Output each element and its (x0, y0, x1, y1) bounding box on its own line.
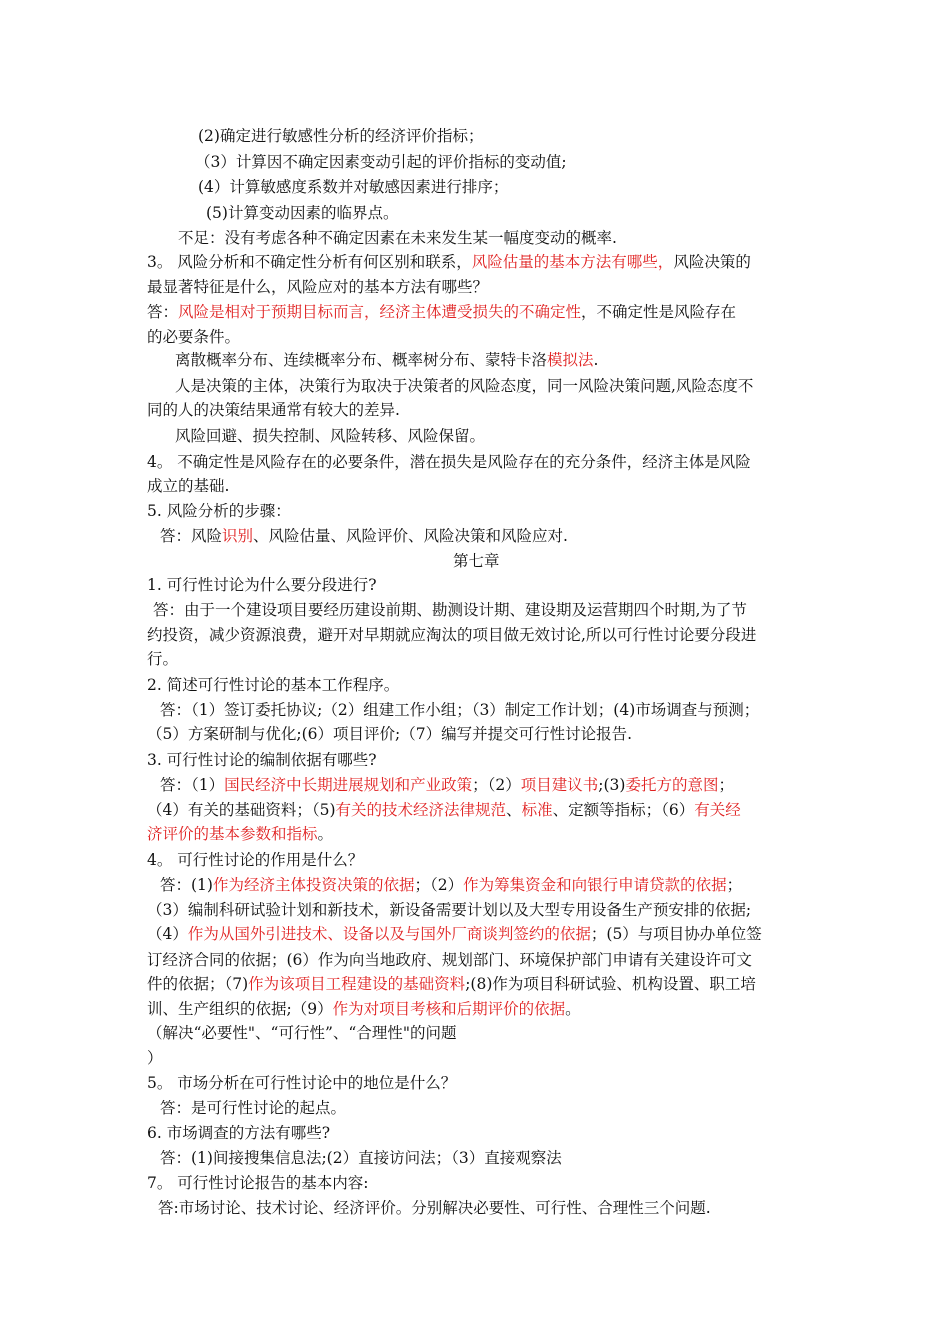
text-line (160, 700, 759, 720)
text-segment: 答：由于一个建设项目要经历建设前期、勘测设计期、建设期及运营期四个时期,为了节 (153, 601, 747, 619)
text-segment: 的必要条件。 (147, 328, 241, 346)
text-segment: 行。 (147, 650, 179, 668)
text-segment: 答： (147, 303, 179, 321)
text-segment: 答：风险 (160, 527, 223, 545)
text-line (147, 1123, 330, 1143)
highlighted-text: 有关经 (694, 801, 741, 819)
text-segment: 4。 可行性讨论的作用是什么？ (147, 851, 364, 869)
text-segment: 6. 市场调查的方法有哪些? (147, 1124, 331, 1142)
text-segment: 离散概率分布、连续概率分布、概率树分布、蒙特卡洛 (175, 351, 548, 369)
text-line (147, 302, 736, 322)
text-line (147, 824, 333, 844)
text-line (160, 1098, 346, 1118)
text-segment: （解决“必要性"、“可行性”、“合理性"的问题 (147, 1024, 457, 1042)
text-line (147, 1048, 163, 1068)
text-line (147, 252, 751, 272)
text-segment: 订经济合同的依据；(6）作为向当地政府、规划部门、环境保护部门申请有关建设许可文 (147, 951, 752, 969)
text-line (160, 875, 742, 895)
text-segment: 答：(1) (160, 876, 213, 894)
text-segment: . (593, 351, 599, 369)
highlighted-text: 风险估量的基本方法有哪些， (471, 253, 674, 271)
text-segment: 最显著特征是什么，风险应对的基本方法有哪些？ (147, 278, 489, 296)
text-line (147, 675, 399, 695)
text-segment: ） (147, 1049, 163, 1067)
text-segment: 。 (565, 1000, 581, 1018)
text-segment: ；(5）与项目协办单位签 (590, 925, 762, 943)
text-segment: （5）方案研制与优化;(6）项目评价;（7）编写并提交可行性讨论报告. (147, 725, 633, 743)
text-line (147, 501, 291, 521)
text-segment: ，不确定性是风险存在 (581, 303, 737, 321)
text-segment: 7。 可行性讨论报告的基本内容: (147, 1174, 369, 1192)
text-segment: 2. 简述可行性讨论的基本工作程序。 (147, 676, 400, 694)
text-line (147, 999, 581, 1019)
text-line (206, 203, 398, 223)
text-segment: ;(3) (598, 776, 626, 794)
text-segment: 第七章 (453, 552, 500, 570)
highlighted-text: 识别 (222, 527, 254, 545)
text-segment: ；（2） (414, 876, 464, 894)
highlighted-text: 济评价的基本参数和指标 (147, 825, 318, 843)
text-segment: 5. 风险分析的步骤： (147, 502, 291, 520)
text-segment: 答：(1)间接搜集信息法;(2）直接访问法；（3）直接观察法 (160, 1149, 562, 1167)
text-line (175, 350, 598, 370)
text-segment: （3）计算因不确定因素变动引起的评价指标的变动值; (195, 153, 567, 171)
highlighted-text: 模拟法 (547, 351, 594, 369)
text-segment: 1. 可行性讨论为什么要分段进行? (147, 576, 377, 594)
text-segment: 件的依据；（7) (147, 975, 249, 993)
highlighted-text: 委托方的意图 (625, 776, 719, 794)
text-segment: 约投资，减少资源浪费，避开对早期就应淘汰的项目做无效讨论,所以可行性讨论要分段进 (147, 626, 757, 644)
text-line (147, 950, 752, 970)
text-line (147, 400, 400, 420)
text-line (147, 1173, 369, 1193)
text-line (160, 775, 734, 795)
text-segment: 答：（1） (160, 776, 225, 794)
highlighted-text: 作为该项目工程建设的基础资料 (248, 975, 466, 993)
text-segment: (4）计算敏感度系数并对敏感因素进行排序； (198, 178, 509, 196)
text-line (198, 126, 483, 146)
text-segment: 人是决策的主体，决策行为取决于决策者的风险态度，同一风险决策问题,风险态度不 (175, 377, 754, 395)
highlighted-text: 有关的技术经济法律规范 (335, 801, 507, 819)
text-line (147, 452, 751, 472)
text-line (453, 551, 500, 571)
text-segment: 3。 风险分析和不确定性分析有何区别和联系， (147, 253, 472, 271)
text-line (147, 750, 377, 770)
highlighted-text: 国民经济中长期进展规划和产业政策 (224, 776, 473, 794)
text-line (195, 152, 567, 172)
text-line (178, 228, 617, 248)
text-segment: （4）有关的基础资料；（5) (147, 801, 336, 819)
text-line (147, 800, 741, 820)
text-line (147, 575, 377, 595)
text-segment: 同的人的决策结果通常有较大的差异. (147, 401, 400, 419)
text-line (147, 850, 363, 870)
text-segment: (5)计算变动因素的临界点。 (206, 204, 399, 222)
text-line (147, 974, 756, 994)
text-line (147, 476, 229, 496)
text-line (147, 649, 178, 669)
text-line (175, 376, 753, 396)
text-segment: 4。 不确定性是风险存在的必要条件，潜在损失是风险存在的充分条件，经济主体是风险 (147, 453, 751, 471)
text-line (198, 177, 508, 197)
text-segment: ； (718, 776, 734, 794)
text-segment: 、风险估量、风险评价、风险决策和风险应对. (253, 527, 568, 545)
text-segment: 风险决策的 (673, 253, 751, 271)
text-segment: 5。 市场分析在可行性讨论中的地位是什么？ (147, 1074, 457, 1092)
text-segment: 风险回避、损失控制、风险转移、风险保留。 (175, 427, 486, 445)
text-segment: ;(8)作为项目科研试验、机构设置、职工培 (465, 975, 756, 993)
text-line (147, 1023, 456, 1043)
highlighted-text: 作为筹集资金和向银行申请贷款的依据 (463, 876, 727, 894)
text-line (153, 600, 747, 620)
text-line (175, 426, 485, 446)
text-line (147, 900, 751, 920)
text-segment: 、定额等指标；（6） (552, 801, 695, 819)
highlighted-text: 作为对项目考核和后期评价的依据 (332, 1000, 566, 1018)
text-segment: ； (726, 876, 743, 894)
highlighted-text: 作为从国外引进技术、设备以及与国外厂商谈判签约的依据 (187, 925, 591, 943)
text-segment: 答：（1）签订委托协议;（2）组建工作小组；（3）制定工作计划；(4)市场调查与预测； (160, 701, 760, 719)
text-line (147, 924, 762, 944)
text-segment: 成立的基础. (147, 477, 230, 495)
text-segment: （4） (147, 925, 188, 943)
text-line (147, 327, 240, 347)
text-segment: ；（2） (472, 776, 521, 794)
highlighted-text: 项目建议书 (520, 776, 599, 794)
text-segment: 答：是可行性讨论的起点。 (160, 1099, 347, 1117)
highlighted-text: 作为经济主体投资决策的依据 (212, 876, 415, 894)
text-segment: （3）编制科研试验计划和新技术，新设备需要计划以及大型专用设备生产预安排的依据; (147, 901, 752, 919)
text-segment: 训、生产组织的依据;（9） (147, 1000, 333, 1018)
highlighted-text: 标准 (521, 801, 553, 819)
text-segment: (2)确定进行敏感性分析的经济评价指标； (198, 127, 484, 145)
text-line (147, 724, 632, 744)
text-segment: 、 (506, 801, 522, 819)
text-line (147, 625, 756, 645)
text-segment: 。 (317, 825, 334, 843)
text-line (147, 277, 488, 297)
text-line (160, 526, 568, 546)
text-line (147, 1073, 456, 1093)
text-segment: 答:市场讨论、技术讨论、经济评价。分别解决必要性、可行性、合理性三个问题. (158, 1199, 711, 1217)
highlighted-text: 风险是相对于预期目标而言，经济主体遭受损失的不确定性 (178, 303, 582, 321)
text-line (158, 1198, 711, 1218)
text-segment: 不足：没有考虑各种不确定因素在未来发生某一幅度变动的概率. (178, 229, 617, 247)
text-segment: 3. 可行性讨论的编制依据有哪些? (147, 751, 377, 769)
text-line (160, 1148, 562, 1168)
